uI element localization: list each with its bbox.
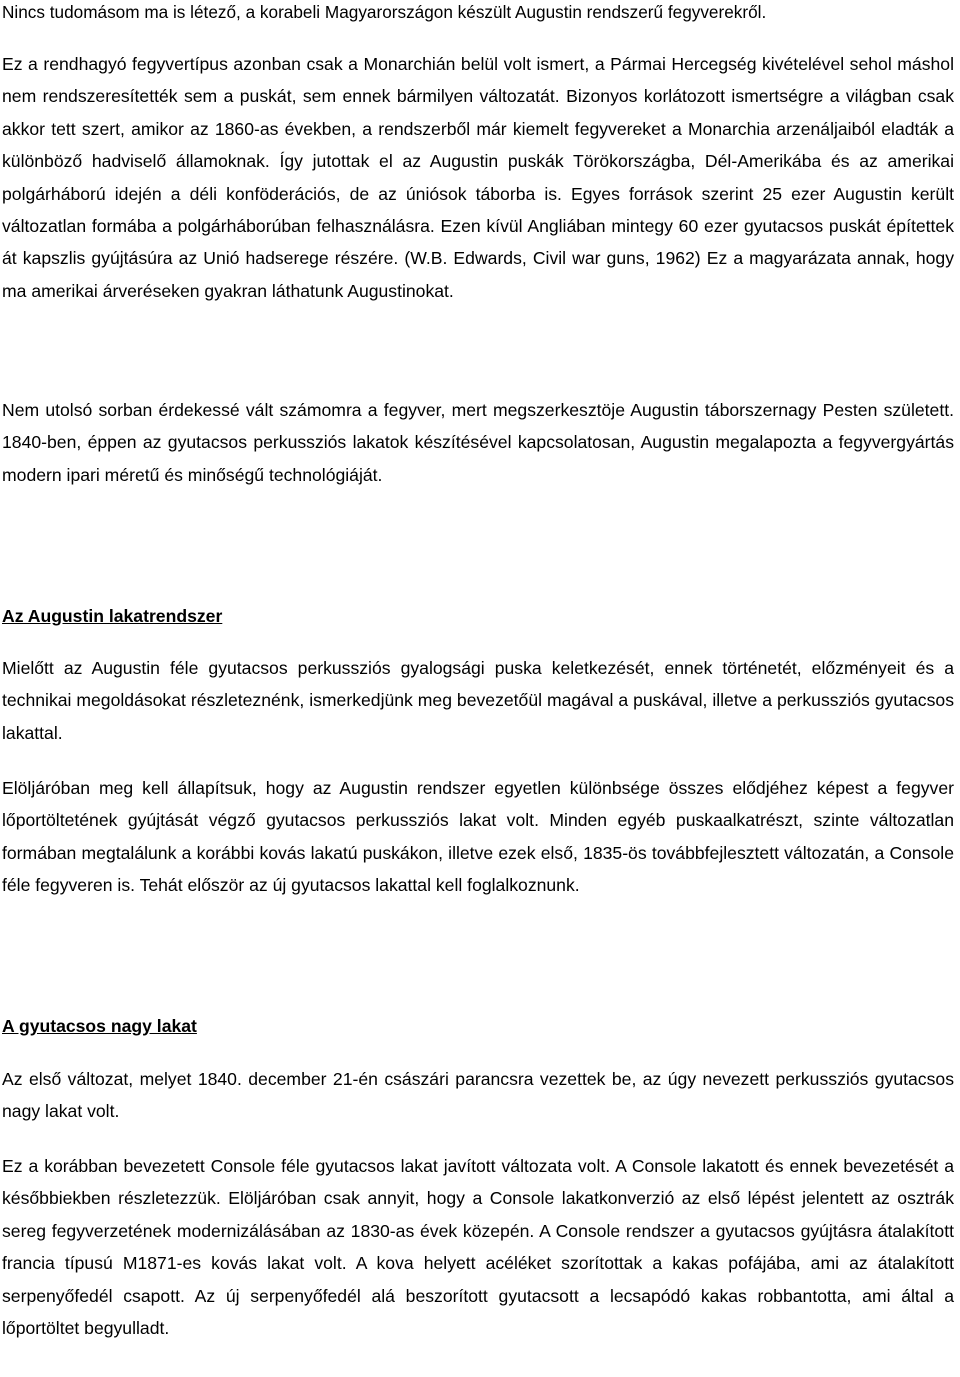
section1-paragraph-1: Mielőtt az Augustin féle gyutacsos perkussziós gyalogsági puska keletkezését, ennek történetét, előzményeit és a technikai megoldásokat részleteznénk, ismerkedjünk meg bevezetőül magával a puskával, illetve a perkussziós gyutacsos lakattal.	[2, 658, 954, 743]
paragraph-1: Ez a rendhagyó fegyvertípus azonban csak a Monarchián belül volt ismert, a Pármai Hercegség kivételével sehol máshol nem rendszeresítették sem a puskát, sem ennek bármilyen változatát. Bizonyos korlátozott ismertségre a világban csak akkor tett szert, amikor az 1860-as években, a rendszerből már kiemelt fegyvereket a Monarchia arzenáljaiból eladták a különböző hadviselő államoknak. Így jutottak el az Augustin puskák Törökországba, Dél-Amerikába és az amerikai polgárháború idején a déli konföderációs, de az úniósok táborba is. Egyes források szerint 25 ezer Augustin került változatlan formába a polgárháborúban felhasználásra. Ezen kívül Angliában mintegy 60 ezer gyutacsos puskát építettek át kapszlis gyújtásúra az Unió hadserege részére. (W.B. Edwards, Civil war guns, 1962) Ez a magyarázata annak, hogy ma amerikai árveréseken gyakran láthatunk Augustinokat.	[2, 54, 954, 301]
section2-paragraph-2: Ez a korábban bevezetett Console féle gyutacsos lakat javított változata volt. A Console lakatott és ennek bevezetését a későbbiekben részletezzük. Elöljáróban csak annyit, hogy a Console lakatkonverzió az első lépést jelentett az osztrák sereg fegyverzetének modernizálásában az 1830-as évek közepén. A Console rendszer a gyutacsos gyújtásra átalakított francia típusú M1871-es kovás lakat volt. A kova helyett acéléket szorítottak a kakas pofájába, ami az átalakított serpenyőfedél csapott. Az új serpenyőfedél alá beszorított gyutacsott a lecsapódó kakas robbantotta, ami által a lőportöltet begyulladt.	[2, 1156, 954, 1339]
section-title-nagy-lakat: A gyutacsos nagy lakat	[2, 1016, 197, 1036]
paragraph-2: Nem utolsó sorban érdekessé vált számomra a fegyver, mert megszerkesztöje Augustin táborszernagy Pesten született. 1840-ben, éppen az gyutacsos perkussziós lakatok készítésével kapcsolatosan, Augustin megalapozta a fegyvergyártás modern ipari méretű és minőségű technológiáját.	[2, 400, 954, 485]
intro-line: Nincs tudomásom ma is létező, a korabeli Magyarországon készült Augustin rendszerű fegyverekről.	[2, 2, 767, 22]
section1-paragraph-2: Elöljáróban meg kell állapítsuk, hogy az Augustin rendszer egyetlen különbsége összes elődjéhez képest a fegyver lőportöltetének gyújtását végző gyutacsos perkussziós lakat volt. Minden egyéb puskaalkatrészt, szinte változatlan formában megtalálunk a korábbi kovás lakatú puskákon, illetve ezek első, 1835-ös továbbfejlesztett változatán, a Console féle fegyveren is. Tehát először az új gyutacsos lakattal kell foglalkoznunk.	[2, 778, 954, 896]
section2-paragraph-1: Az első változat, melyet 1840. december 21-én császári parancsra vezettek be, az úgy nevezett perkussziós gyutacsos nagy lakat volt.	[2, 1069, 954, 1122]
section-title-lakatrendszer: Az Augustin lakatrendszer	[2, 606, 223, 626]
